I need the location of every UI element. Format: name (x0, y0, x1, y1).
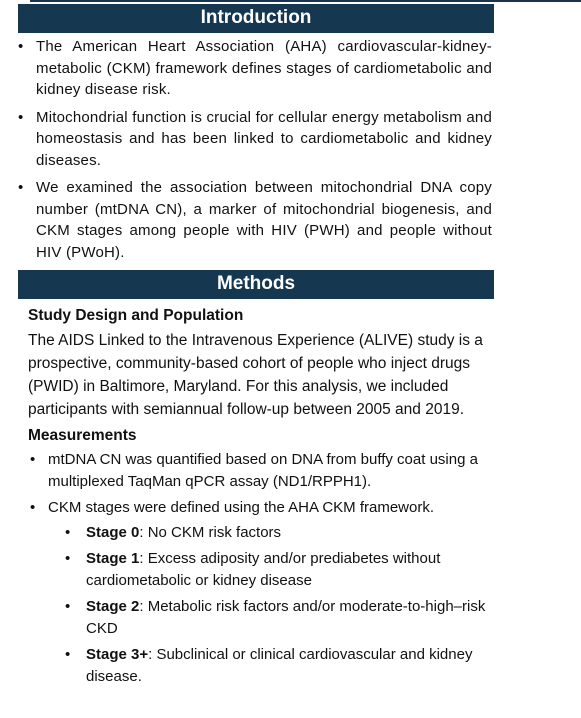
stage-label: Stage 1 (86, 550, 140, 567)
methods-heading: Methods (18, 270, 494, 299)
stage-description: : Excess adiposity and/or prediabetes without cardiometabolic or kidney disease (86, 550, 441, 589)
ckm-definition-text: CKM stages were defined using the AHA CKM framework. (48, 499, 435, 516)
intro-bullet-study-aim: • We examined the association between mitochondrial DNA copy number (mtDNA CN), a marker of mitochondrial biogenesis, and CKM stages among people with HIV (PWH) and people without HIV (PWoH). (18, 177, 492, 263)
stage-item-3 (48, 644, 498, 688)
study-design-paragraph: The AIDS Linked to the Intravenous Experience (ALIVE) study is a prospective, community-based cohort of people who inject drugs (PWID) in Baltimore, Maryland. For this analysis, we included participants with semiannual follow-up between 2005 and 2019. (28, 332, 483, 418)
stage-label: Stage 3+ (86, 646, 149, 663)
stage-label: Stage 2 (86, 598, 140, 615)
methods-section (28, 305, 498, 692)
measurement-bullet-ckm (28, 497, 498, 688)
ckm-stage-list (48, 522, 498, 688)
stage-label: Stage 0 (86, 524, 140, 541)
measurements-list (28, 449, 498, 688)
study-design-subheading: Study Design and Population (28, 307, 244, 324)
measurement-bullet-mtdna: • mtDNA CN was quantified based on DNA from buffy coat using a multiplexed TaqMan qPCR assay (ND1/RPPH1). (28, 449, 498, 493)
intro-bullet-mitochondrial-function: • Mitochondrial function is crucial for cellular energy metabolism and homeostasis and has been linked to cardiometabolic and kidney diseases. (18, 107, 492, 172)
stage-item-2 (48, 596, 498, 640)
stage-description: : No CKM risk factors (139, 524, 282, 541)
stage-item-1 (48, 548, 498, 592)
stage-item-0 (48, 522, 498, 544)
top-divider-line (30, 0, 581, 2)
introduction-bullet-list (18, 36, 492, 269)
stage-description: : Metabolic risk factors and/or moderate-to-high–risk CKD (86, 598, 486, 637)
intro-bullet-aha-framework: • The American Heart Association (AHA) cardiovascular-kidney-metabolic (CKM) framework defines stages of cardiometabolic and kidney disease risk. (18, 36, 492, 101)
introduction-heading: Introduction (18, 4, 494, 33)
measurements-subheading: Measurements (28, 427, 137, 444)
stage-description: : Subclinical or clinical cardiovascular and kidney disease. (86, 646, 473, 685)
